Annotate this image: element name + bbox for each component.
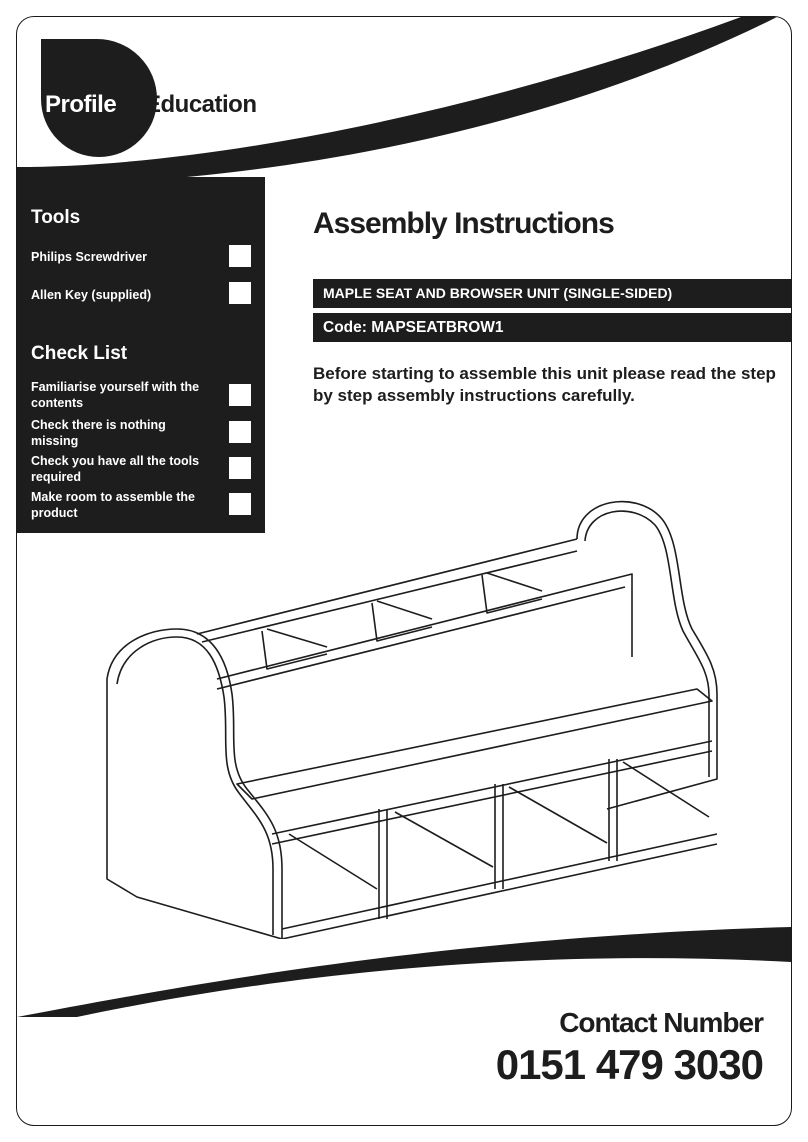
- logo-profile-text: Profile: [45, 91, 117, 118]
- contact-number: 0151 479 3030: [495, 1041, 763, 1088]
- checklist-item-tools-required: Check you have all the tools required: [31, 454, 200, 484]
- checklist-item-familiarise: Familiarise yourself with the contents: [31, 380, 200, 410]
- tool-checkbox-screwdriver[interactable]: [229, 245, 251, 267]
- tool-item-allen-key: Allen Key (supplied): [31, 288, 152, 302]
- page-title: Assembly Instructions: [313, 207, 614, 240]
- checklist-checkbox-nothing-missing[interactable]: [229, 421, 251, 443]
- product-code-bar: Code: MAPSEATBROW1: [313, 313, 791, 342]
- product-name-bar: MAPLE SEAT AND BROWSER UNIT (SINGLE-SIDED): [313, 279, 791, 308]
- tools-heading: Tools: [31, 207, 81, 228]
- page-frame: [16, 16, 792, 1126]
- tool-item-screwdriver: Philips Screwdriver: [31, 250, 148, 264]
- contact-label: Contact Number: [559, 1007, 763, 1038]
- checklist-heading: Check List: [31, 343, 128, 364]
- footer-swoosh: [17, 907, 791, 1017]
- intro-text: Before starting to assemble this unit please read the step by step assembly instructions carefully.: [313, 364, 776, 405]
- checklist-item-nothing-missing: Check there is nothing missing: [31, 418, 166, 448]
- product-illustration: [77, 479, 737, 939]
- checklist-checkbox-familiarise[interactable]: [229, 384, 251, 406]
- tool-checkbox-allen-key[interactable]: [229, 282, 251, 304]
- checklist-checkbox-tools-required[interactable]: [229, 457, 251, 479]
- logo-education-text: Education: [145, 91, 257, 118]
- checklist-item-make-room: Make room to assemble the product: [31, 490, 195, 520]
